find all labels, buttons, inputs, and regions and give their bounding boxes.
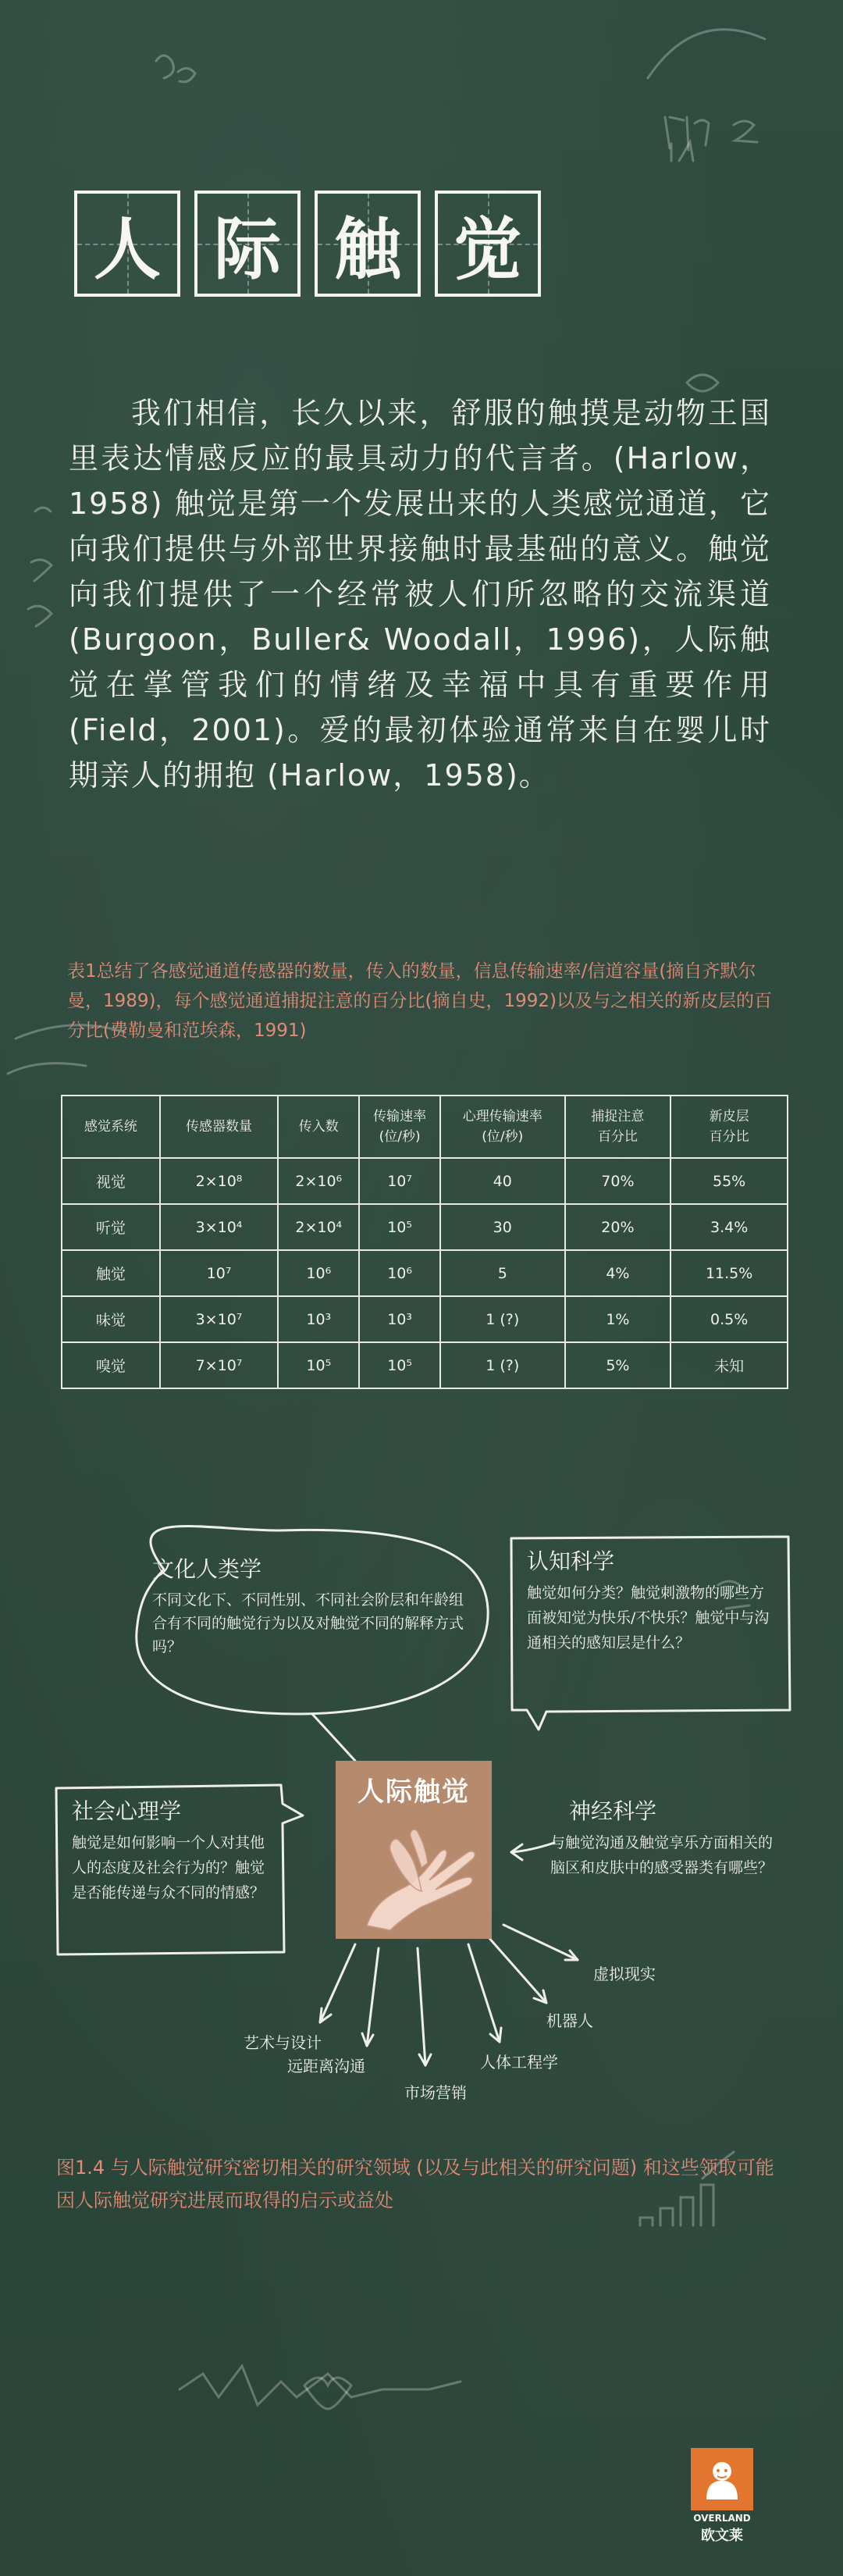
table-header-cell: 感觉系统 <box>62 1096 160 1158</box>
table-cell: 10⁷ <box>359 1158 440 1204</box>
table-cell: 30 <box>440 1204 565 1250</box>
table-cell: 触觉 <box>62 1250 160 1296</box>
table-cell: 10⁵ <box>359 1204 440 1250</box>
table-header-cell: 心理传输速率 (位/秒) <box>440 1096 565 1158</box>
anthropology-title: 文化人类学 <box>152 1556 262 1582</box>
table-cell: 5% <box>565 1342 671 1388</box>
hands-illustration <box>343 1808 484 1933</box>
logo-text-cn: 欧文莱 <box>701 2528 743 2544</box>
cognitive-title: 认知科学 <box>527 1548 615 1574</box>
intro-paragraph: 我们相信，长久以来，舒服的触摸是动物王国里表达情感反应的最具动力的代言者。(Harlow，1958) 触觉是第一个发展出来的人类感觉通道，它向我们提供与外部世界接触时最基础的意义。触觉向我们提供了一个经常被人们所忽略的交流渠道 (Burgoon，Buller& Woodall，1996)，人际触觉在掌管我们的情绪及幸福中具有重要作用(Field，2001)。爱的最初体验通常来自在婴儿时期亲人的拥抱 (Harlow，1958)。 <box>69 396 771 793</box>
cognitive-bubble <box>527 1545 777 1655</box>
table-cell: 11.5% <box>670 1250 788 1296</box>
neuro-title: 神经科学 <box>569 1798 657 1824</box>
gorilla-icon <box>697 2454 747 2504</box>
social-bubble <box>72 1794 275 1905</box>
overland-logo <box>691 2448 753 2510</box>
title-char: 触 <box>334 210 401 289</box>
figure-caption: 图1.4 与人际触觉研究密切相关的研究领域 (以及与此相关的研究问题) 和这些领取可能因人际触觉研究进展而取得的启示或益处 <box>56 2157 774 2211</box>
table-cell: 未知 <box>670 1342 788 1388</box>
table-cell: 70% <box>565 1158 671 1204</box>
app-label-virtual-reality: 虚拟现实 <box>593 1965 656 1983</box>
table-cell: 10³ <box>359 1296 440 1342</box>
anthropology-text: 不同文化下、不同性别、不同社会阶层和年龄组合有不同的触觉行为以及对触觉不同的解释方式吗？ <box>152 1591 464 1655</box>
table-header-cell: 传感器数量 <box>160 1096 279 1158</box>
center-title: 人际触觉 <box>357 1776 470 1808</box>
table-header-cell: 传入数 <box>278 1096 359 1158</box>
table-cell: 10⁷ <box>160 1250 279 1296</box>
app-label-marketing: 市场营销 <box>404 2083 467 2102</box>
center-topic-box <box>336 1761 492 1939</box>
table-cell: 3×10⁷ <box>160 1296 279 1342</box>
neuro-block <box>550 1794 784 1880</box>
app-label-art-design: 艺术与设计 <box>244 2033 322 2052</box>
table-cell: 2×10⁶ <box>278 1158 359 1204</box>
table-cell: 10⁶ <box>359 1250 440 1296</box>
neuro-text: 与触觉沟通及触觉享乐方面相关的脑区和皮肤中的感受器类有哪些？ <box>550 1834 774 1876</box>
app-label-robotics: 机器人 <box>546 2011 593 2030</box>
table-cell: 1% <box>565 1296 671 1342</box>
logo-text-en: OVERLAND <box>693 2513 751 2524</box>
table-header-cell: 传输速率 (位/秒) <box>359 1096 440 1158</box>
anthropology-bubble <box>152 1552 468 1659</box>
table-cell: 10³ <box>278 1296 359 1342</box>
table-cell: 7×10⁷ <box>160 1342 279 1388</box>
table-header-cell: 新皮层 百分比 <box>670 1096 788 1158</box>
table-cell: 10⁶ <box>278 1250 359 1296</box>
social-text: 触觉是如何影响一个人对其他人的态度及社会行为的？触觉是否能传递与众不同的情感？ <box>72 1834 265 1901</box>
app-label-remote-communication: 远距离沟通 <box>287 2057 365 2075</box>
table-header-cell: 捕捉注意 百分比 <box>565 1096 671 1158</box>
title-char: 人 <box>94 210 161 289</box>
table-cell: 1 (?) <box>440 1296 565 1342</box>
table-cell: 0.5% <box>670 1296 788 1342</box>
table-cell: 55% <box>670 1158 788 1204</box>
table-cell: 40 <box>440 1158 565 1204</box>
table-cell: 听觉 <box>62 1204 160 1250</box>
table-cell: 4% <box>565 1250 671 1296</box>
title-char: 觉 <box>454 210 521 289</box>
app-label-ergonomics: 人体工程学 <box>480 2053 558 2072</box>
table-cell: 3×10⁴ <box>160 1204 279 1250</box>
table-cell: 3.4% <box>670 1204 788 1250</box>
table-cell: 1 (?) <box>440 1342 565 1388</box>
social-title: 社会心理学 <box>72 1798 182 1824</box>
table-cell: 2×10⁸ <box>160 1158 279 1204</box>
table-cell: 5 <box>440 1250 565 1296</box>
table-cell: 2×10⁴ <box>278 1204 359 1250</box>
table-cell: 嗅觉 <box>62 1342 160 1388</box>
table-cell: 味觉 <box>62 1296 160 1342</box>
table-cell: 10⁵ <box>359 1342 440 1388</box>
table-cell: 20% <box>565 1204 671 1250</box>
table-cell: 10⁵ <box>278 1342 359 1388</box>
table-cell: 视觉 <box>62 1158 160 1204</box>
table-caption: 表1总结了各感觉通道传感器的数量，传入的数量，信息传输速率/信道容量(摘自齐默尔曼，1989)，每个感觉通道捕捉注意的百分比(摘自史，1992)以及与之相关的新皮层的百分比(费勒曼和范埃森，1991) <box>67 961 772 1041</box>
cognitive-text: 触觉如何分类？触觉刺激物的哪些方面被知觉为快乐/不快乐？触觉中与沟通相关的感知层是什么？ <box>527 1584 770 1651</box>
title-char: 际 <box>214 210 281 289</box>
